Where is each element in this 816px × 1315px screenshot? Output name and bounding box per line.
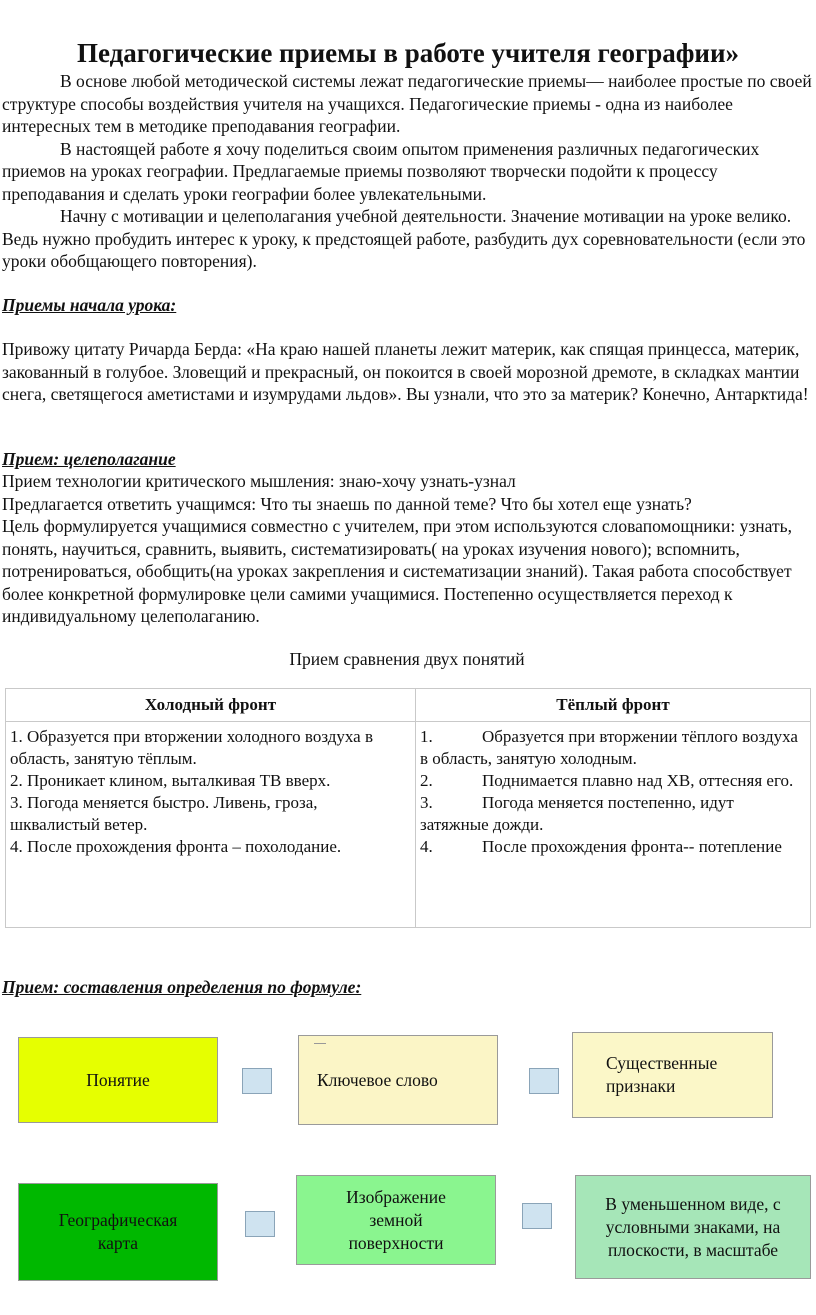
comparison-table <box>5 688 811 928</box>
goal-line-2: Предлагается ответить учащимся: Что ты знаешь по данной теме? Что бы хотел еще узнать? <box>2 493 692 514</box>
goal-block <box>2 470 812 628</box>
formula-heading: Прием: составления определения по формуле: <box>2 977 362 997</box>
intro-paragraph-3: Начну с мотивации и целеполагания учебной деятельности. Значение мотивации на уроке велико. Ведь нужно пробудить интерес к уроку, к предстоящей работе, разбудить дух соревновательности (если это уроки обобщающего повторения). <box>2 206 806 271</box>
features-box <box>572 1032 773 1118</box>
intro-paragraph-1: В основе любой методической системы лежат педагогические приемы— наиболее простые по своей структуре способы воздействия учителя на учащихся. Педагогические приемы - одна из наиболее интересных тем в методике преподавания географии. <box>2 71 812 136</box>
goal-heading: Прием: целеполагание <box>2 449 176 469</box>
intro-block <box>2 70 812 273</box>
header-warm-front: Тёплый фронт <box>416 689 811 722</box>
table-row <box>6 722 811 928</box>
image-label: Изображение земной поверхности <box>346 1186 446 1253</box>
warm-item-3: 3. Погода меняется постепенно, идут затяжные дожди. <box>420 793 734 834</box>
scale-box <box>575 1175 811 1279</box>
geographic-map-box <box>18 1183 218 1281</box>
cold-item-1: 1. Образуется при вторжении холодного воздуха в область, занятую тёплым. <box>10 727 374 768</box>
warm-front-cell <box>416 722 811 928</box>
start-heading: Приемы начала урока: <box>2 295 177 315</box>
table-header-row <box>6 689 811 722</box>
plus-square-icon <box>529 1068 559 1094</box>
plus-square-icon <box>245 1211 275 1237</box>
concept-label: Понятие <box>86 1069 150 1090</box>
warm-item-4: 4. После прохождения фронта-- потепление <box>420 837 782 856</box>
comparison-caption: Прием сравнения двух понятий <box>289 649 525 669</box>
map-label: Географическая карта <box>58 1210 178 1253</box>
keyword-label: Ключевое слово <box>317 1069 438 1090</box>
plus-square-icon <box>242 1068 272 1094</box>
cold-item-2: 2. Проникает клином, выталкивая ТВ вверх. <box>10 771 331 790</box>
cold-front-cell <box>6 722 416 928</box>
features-label: Существенные признаки <box>606 1053 718 1096</box>
dash-mark-icon <box>314 1043 326 1044</box>
warm-item-2: 2. Поднимается плавно над ХВ, оттесняя его. <box>420 771 794 790</box>
warm-item-1: 1. Образуется при вторжении тёплого воздуха в область, занятую холодным. <box>420 727 798 768</box>
intro-paragraph-2: В настоящей работе я хочу поделиться своим опытом применения различных педагогических приемов на уроках географии. Предлагаемые приемы позволяют творчески подойти к процессу преподавания и сделать уроки географии более увлекательными. <box>2 138 760 204</box>
cold-item-4: 4. После прохождения фронта – похолодание. <box>10 837 342 856</box>
plus-square-icon <box>522 1203 552 1229</box>
concept-box <box>18 1037 218 1123</box>
goal-line-3: Цель формулируется учащимися совместно с учителем, при этом используются словапомощники: узнать, понять, научиться, сравнить, выявить, систематизировать( на уроках изучения нового); вспомнить, потренироваться, обобщить(на уроках закрепления и систематизации знаний). Такая работа способствует более конкретной формулировке цели самими учащимися. Постепенно осуществляется переход к индивидуальному целеполаганию. <box>2 516 792 626</box>
page-title: Педагогические приемы в работе учителя географии» <box>76 38 740 68</box>
earth-surface-box <box>296 1175 496 1265</box>
keyword-box <box>298 1035 498 1125</box>
header-cold-front: Холодный фронт <box>6 689 416 722</box>
cold-item-3: 3. Погода меняется быстро. Ливень, гроза, шквалистый ветер. <box>10 793 318 834</box>
goal-line-1: Прием технологии критического мышления: знаю-хочу узнать-узнал <box>2 471 516 491</box>
scale-label: В уменьшенном виде, с условными знаками, на плоскости, в масштабе <box>605 1193 781 1260</box>
start-quote: Привожу цитату Ричарда Берда: «На краю нашей планеты лежит материк, как спящая принцесса, материк, закованный в голубое. Зловещий и прекрасный, он покоится в своей морозной дремоте, в складках мантии снега, светящегося аметистами и изумрудами льдов». Вы узнали, что это за материк? Конечно, Антарктида! <box>2 339 809 404</box>
